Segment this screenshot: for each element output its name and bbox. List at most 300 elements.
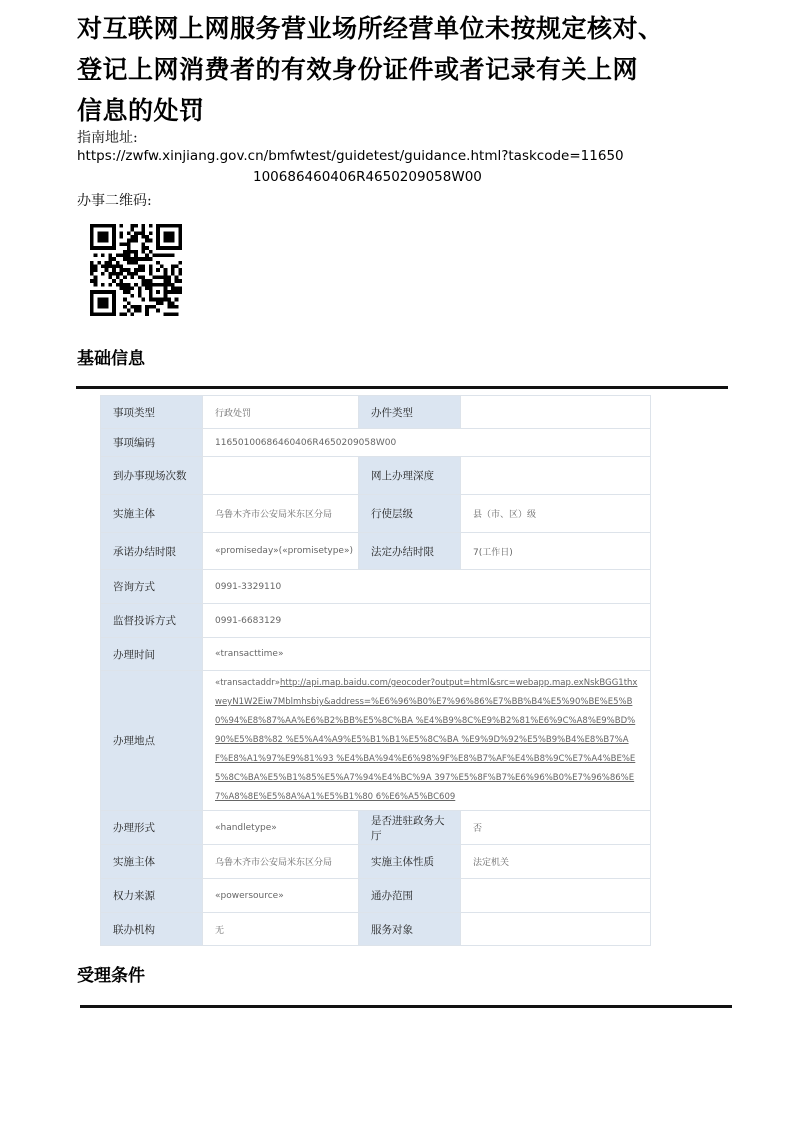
qr-module — [178, 239, 182, 243]
field-value: «transacttime» — [203, 638, 651, 671]
qr-module — [94, 246, 98, 250]
qr-module — [178, 246, 182, 250]
qr-module — [97, 235, 101, 239]
qr-label: 办事二维码: — [77, 193, 152, 209]
field-value: 行政处罚 — [203, 396, 359, 429]
field-label: 实施主体 — [101, 845, 203, 879]
qr-module — [145, 257, 149, 261]
qr-module — [97, 301, 101, 305]
qr-module — [105, 298, 109, 302]
qr-module — [94, 283, 98, 287]
qr-module — [171, 253, 175, 257]
qr-module — [167, 301, 171, 305]
qr-module — [171, 272, 175, 276]
qr-module — [134, 235, 138, 239]
qr-module — [156, 298, 160, 302]
qr-module — [164, 268, 168, 272]
qr-module — [112, 279, 116, 283]
qr-module — [178, 279, 182, 283]
field-value: 县（市、区）级 — [461, 495, 651, 533]
qr-module — [171, 224, 175, 228]
qr-module — [123, 242, 127, 246]
qr-module — [127, 283, 131, 287]
table-row — [101, 913, 651, 946]
qr-module — [153, 298, 157, 302]
qr-module — [97, 261, 101, 265]
qr-module — [160, 283, 164, 287]
qr-module — [112, 231, 116, 235]
address-prefix: «transactaddr» — [215, 678, 280, 688]
qr-module — [164, 290, 168, 294]
guide-label: 指南地址: — [77, 130, 138, 146]
qr-module — [138, 305, 142, 309]
qr-module — [156, 228, 160, 232]
qr-module — [142, 224, 146, 228]
qr-module — [130, 239, 134, 243]
field-value — [461, 457, 651, 495]
field-label: 网上办理深度 — [359, 457, 461, 495]
title-line-3: 信息的处罚 — [77, 96, 205, 125]
qr-module — [101, 290, 105, 294]
qr-module — [164, 224, 168, 228]
qr-module — [108, 246, 112, 250]
qr-module — [90, 290, 94, 294]
qr-module — [138, 294, 142, 298]
qr-module — [134, 272, 138, 276]
qr-module — [119, 231, 123, 235]
qr-module — [119, 235, 123, 239]
field-label: 监督投诉方式 — [101, 604, 203, 638]
qr-module — [134, 268, 138, 272]
qr-module — [171, 290, 175, 294]
qr-module — [156, 224, 160, 228]
qr-module — [156, 268, 160, 272]
qr-module — [90, 312, 94, 316]
qr-module — [167, 290, 171, 294]
qr-module — [145, 305, 149, 309]
qr-module — [164, 253, 168, 257]
qr-module — [123, 298, 127, 302]
qr-module — [142, 298, 146, 302]
field-label: 办理地点 — [101, 671, 203, 811]
qr-module — [108, 290, 112, 294]
qr-module — [112, 312, 116, 316]
qr-module — [138, 231, 142, 235]
field-label: 事项类型 — [101, 396, 203, 429]
address-map-link[interactable]: http://api.map.baidu.com/geocoder?output=html&src=webapp.map.exNskBGG1thxweyN1W2Eiw7Mblmhsbiy&address=%E6%96%B0%E7%96%86%E7%BB%B4%E5%90%BE%E5%B0%94%E8%87%AA%E6%B2%BB%E5%8C%BA %E4%B9%8C%E9%B2%81%E6%9C%A8%E9%BD%90%E5%B8%82 %E5%A4%A9%E5%B1%B1%E5%8C%BA %E9%9D%92%E5%B9%B4%E8%B7%AF%E8%A1%97%E9%81%93 %E4%BA%94%E6%98%9F%E8%B7%AF%E4%B8%9C%E7%A4%BE%E5%8C%BA%E5%B1%85%E5%A7%94%E4%BC%9A 397%E5%8F%B7%E6%96%B0%E7%96%86%E7%A8%8E%E5%8A%A1%E5%B1%80 6%E6%A5%BC609 — [215, 678, 638, 802]
qr-module — [171, 287, 175, 291]
qr-module — [130, 261, 134, 265]
field-value — [203, 457, 359, 495]
qr-module — [90, 298, 94, 302]
qr-module — [112, 264, 116, 268]
qr-module — [138, 290, 142, 294]
qr-module — [130, 312, 134, 316]
qr-module — [112, 257, 116, 261]
qr-module — [97, 224, 101, 228]
qr-module — [123, 287, 127, 291]
qr-module — [90, 305, 94, 309]
qr-module — [149, 250, 153, 254]
qr-module — [123, 257, 127, 261]
qr-module — [127, 301, 131, 305]
qr-module — [97, 231, 101, 235]
page-title — [77, 8, 757, 131]
qr-module — [105, 268, 109, 272]
qr-module — [130, 272, 134, 276]
qr-module — [160, 264, 164, 268]
qr-module — [171, 268, 175, 272]
qr-module — [108, 283, 112, 287]
field-label: 到办事现场次数 — [101, 457, 203, 495]
field-value: 无 — [203, 913, 359, 946]
table-row — [101, 570, 651, 604]
qr-module — [149, 272, 153, 276]
qr-module — [97, 246, 101, 250]
qr-module — [119, 242, 123, 246]
qr-module — [105, 239, 109, 243]
qr-module — [156, 276, 160, 280]
qr-module — [160, 276, 164, 280]
qr-module — [145, 312, 149, 316]
qr-module — [178, 261, 182, 265]
qr-module — [119, 264, 123, 268]
table-row — [101, 604, 651, 638]
qr-module — [167, 235, 171, 239]
qr-module — [123, 290, 127, 294]
field-value: «promiseday»(«promisetype») — [203, 533, 359, 570]
qr-module — [90, 272, 94, 276]
qr-module — [134, 253, 138, 257]
qr-module — [130, 250, 134, 254]
qr-module — [142, 250, 146, 254]
qr-module — [127, 268, 131, 272]
section-title-accept: 受理条件 — [77, 966, 145, 986]
qr-module — [105, 235, 109, 239]
qr-module — [130, 287, 134, 291]
qr-module — [142, 279, 146, 283]
qr-module — [116, 264, 120, 268]
field-label: 办理形式 — [101, 811, 203, 845]
table-row — [101, 811, 651, 845]
qr-module — [130, 294, 134, 298]
qr-module — [142, 235, 146, 239]
qr-module — [127, 246, 131, 250]
qr-module — [175, 290, 179, 294]
address-value — [203, 671, 651, 811]
qr-module — [145, 283, 149, 287]
qr-module — [171, 231, 175, 235]
qr-module — [112, 309, 116, 313]
qr-module — [134, 250, 138, 254]
qr-module — [105, 290, 109, 294]
qr-module — [112, 290, 116, 294]
qr-module — [123, 276, 127, 280]
qr-module — [112, 239, 116, 243]
qr-module — [116, 272, 120, 276]
qr-module — [145, 246, 149, 250]
qr-module — [156, 239, 160, 243]
qr-module — [171, 235, 175, 239]
qr-module — [156, 283, 160, 287]
qr-module — [108, 312, 112, 316]
qr-module — [94, 268, 98, 272]
field-label: 实施主体 — [101, 495, 203, 533]
qr-module — [164, 246, 168, 250]
qr-module — [123, 305, 127, 309]
qr-module — [149, 305, 153, 309]
qr-module — [175, 287, 179, 291]
qr-module — [119, 283, 123, 287]
qr-module — [175, 224, 179, 228]
qr-module — [142, 264, 146, 268]
qr-module — [101, 239, 105, 243]
qr-module — [153, 283, 157, 287]
qr-module — [142, 228, 146, 232]
qr-module — [94, 224, 98, 228]
qr-module — [90, 235, 94, 239]
table-row — [101, 638, 651, 671]
qr-module — [142, 231, 146, 235]
guide-url-line-2[interactable]: 100686460406R4650209058W00 — [253, 169, 482, 185]
qr-module — [101, 246, 105, 250]
field-value — [461, 879, 651, 913]
qr-module — [108, 261, 112, 265]
field-label: 是否进驻政务大厅 — [359, 811, 461, 845]
qr-module — [101, 235, 105, 239]
qr-module — [97, 312, 101, 316]
qr-module — [156, 253, 160, 257]
field-label: 咨询方式 — [101, 570, 203, 604]
qr-module — [167, 276, 171, 280]
qr-module — [112, 224, 116, 228]
qr-module — [149, 287, 153, 291]
qr-module — [127, 250, 131, 254]
qr-module — [101, 264, 105, 268]
qr-module — [138, 309, 142, 313]
qr-module — [167, 305, 171, 309]
qr-module — [171, 246, 175, 250]
qr-module — [119, 312, 123, 316]
qr-module — [105, 264, 109, 268]
qr-module — [116, 253, 120, 257]
qr-module — [94, 264, 98, 268]
table-row — [101, 495, 651, 533]
qr-module — [175, 246, 179, 250]
qr-module — [134, 239, 138, 243]
field-value: 11650100686460406R4650209058W00 — [203, 429, 651, 457]
table-row — [101, 429, 651, 457]
section-divider — [80, 1005, 732, 1008]
qr-module — [108, 257, 112, 261]
qr-module — [142, 276, 146, 280]
qr-module — [171, 312, 175, 316]
qr-module — [101, 305, 105, 309]
qr-module — [127, 290, 131, 294]
qr-module — [178, 224, 182, 228]
qr-module — [97, 290, 101, 294]
field-value: 7(工作日) — [461, 533, 651, 570]
qr-module — [90, 224, 94, 228]
qr-module — [116, 283, 120, 287]
qr-module — [167, 224, 171, 228]
basic-info-table — [100, 395, 651, 946]
qr-module — [90, 242, 94, 246]
qr-module — [171, 283, 175, 287]
qr-module — [130, 276, 134, 280]
qr-module — [108, 272, 112, 276]
qr-module — [123, 312, 127, 316]
qr-module — [90, 228, 94, 232]
qr-module — [119, 287, 123, 291]
qr-module — [130, 305, 134, 309]
qr-module — [142, 242, 146, 246]
qr-module — [127, 272, 131, 276]
qr-module — [94, 312, 98, 316]
qr-module — [127, 239, 131, 243]
qr-module — [127, 231, 131, 235]
qr-module — [149, 257, 153, 261]
qr-module — [171, 305, 175, 309]
qr-module — [138, 257, 142, 261]
qr-module — [164, 294, 168, 298]
field-value: «handletype» — [203, 811, 359, 845]
field-value: «powersource» — [203, 879, 359, 913]
guide-url-line-1[interactable]: https://zwfw.xinjiang.gov.cn/bmfwtest/guidetest/guidance.html?taskcode=11650 — [77, 148, 624, 164]
qr-module — [164, 235, 168, 239]
qr-module — [112, 242, 116, 246]
qr-module — [156, 246, 160, 250]
qr-module — [130, 228, 134, 232]
qr-module — [138, 287, 142, 291]
qr-module — [164, 279, 168, 283]
qr-module — [145, 239, 149, 243]
qr-module — [90, 268, 94, 272]
qr-module — [153, 276, 157, 280]
qr-module — [149, 231, 153, 235]
qr-module — [175, 279, 179, 283]
qr-module — [156, 235, 160, 239]
qr-module — [94, 279, 98, 283]
qr-module — [105, 246, 109, 250]
field-label: 办件类型 — [359, 396, 461, 429]
qr-module — [97, 239, 101, 243]
table-row — [101, 879, 651, 913]
qr-module — [134, 231, 138, 235]
qr-module — [112, 268, 116, 272]
qr-module — [127, 309, 131, 313]
field-value: 0991-3329110 — [203, 570, 651, 604]
qr-module — [90, 301, 94, 305]
qr-module — [175, 298, 179, 302]
qr-module — [156, 290, 160, 294]
qr-module — [105, 312, 109, 316]
guide-url[interactable] — [77, 148, 737, 185]
qr-module — [167, 246, 171, 250]
qr-module — [112, 301, 116, 305]
field-value: 乌鲁木齐市公安局米东区分局 — [203, 495, 359, 533]
qr-module — [105, 224, 109, 228]
qr-module — [138, 268, 142, 272]
field-value: 乌鲁木齐市公安局米东区分局 — [203, 845, 359, 879]
qr-module — [164, 272, 168, 276]
qr-module — [149, 283, 153, 287]
qr-module — [130, 235, 134, 239]
qr-module — [101, 301, 105, 305]
field-label: 通办范围 — [359, 879, 461, 913]
qr-module — [119, 279, 123, 283]
qr-module — [156, 301, 160, 305]
qr-module — [119, 224, 123, 228]
qr-module — [149, 239, 153, 243]
qr-module — [156, 231, 160, 235]
field-label: 实施主体性质 — [359, 845, 461, 879]
qr-module — [160, 246, 164, 250]
qr-module — [164, 276, 168, 280]
table-row — [101, 671, 651, 811]
qr-module — [178, 242, 182, 246]
qr-module — [101, 253, 105, 257]
qr-module — [164, 283, 168, 287]
qr-module — [164, 287, 168, 291]
qr-module — [145, 279, 149, 283]
table-row — [101, 457, 651, 495]
qr-module — [97, 305, 101, 309]
qr-module — [94, 276, 98, 280]
qr-module — [149, 298, 153, 302]
qr-module — [119, 253, 123, 257]
qr-module — [90, 239, 94, 243]
title-line-2: 登记上网消费者的有效身份证件或者记录有关上网 — [77, 55, 639, 84]
qr-module — [156, 242, 160, 246]
field-value — [461, 396, 651, 429]
qr-module — [127, 287, 131, 291]
qr-module — [164, 231, 168, 235]
qr-module — [108, 224, 112, 228]
qr-module — [123, 250, 127, 254]
table-row — [101, 533, 651, 570]
field-label: 行使层级 — [359, 495, 461, 533]
qr-module — [178, 290, 182, 294]
qr-module — [142, 257, 146, 261]
qr-module — [149, 264, 153, 268]
qr-module — [101, 312, 105, 316]
qr-module — [105, 231, 109, 235]
qr-module — [145, 253, 149, 257]
qr-module — [90, 246, 94, 250]
qr-module — [167, 239, 171, 243]
qr-module — [164, 298, 168, 302]
qr-module — [112, 294, 116, 298]
qr-module — [160, 253, 164, 257]
qr-module — [112, 235, 116, 239]
qr-module — [101, 283, 105, 287]
qr-module — [116, 261, 120, 265]
qr-module — [105, 305, 109, 309]
qr-module — [105, 301, 109, 305]
qr-module — [171, 239, 175, 243]
qr-module — [105, 261, 109, 265]
qr-module — [149, 290, 153, 294]
qr-module — [108, 264, 112, 268]
qr-code-icon — [90, 224, 182, 316]
qr-module — [101, 298, 105, 302]
qr-module — [142, 268, 146, 272]
qr-module — [119, 268, 123, 272]
qr-module — [178, 272, 182, 276]
qr-module — [127, 253, 131, 257]
qr-module — [101, 272, 105, 276]
